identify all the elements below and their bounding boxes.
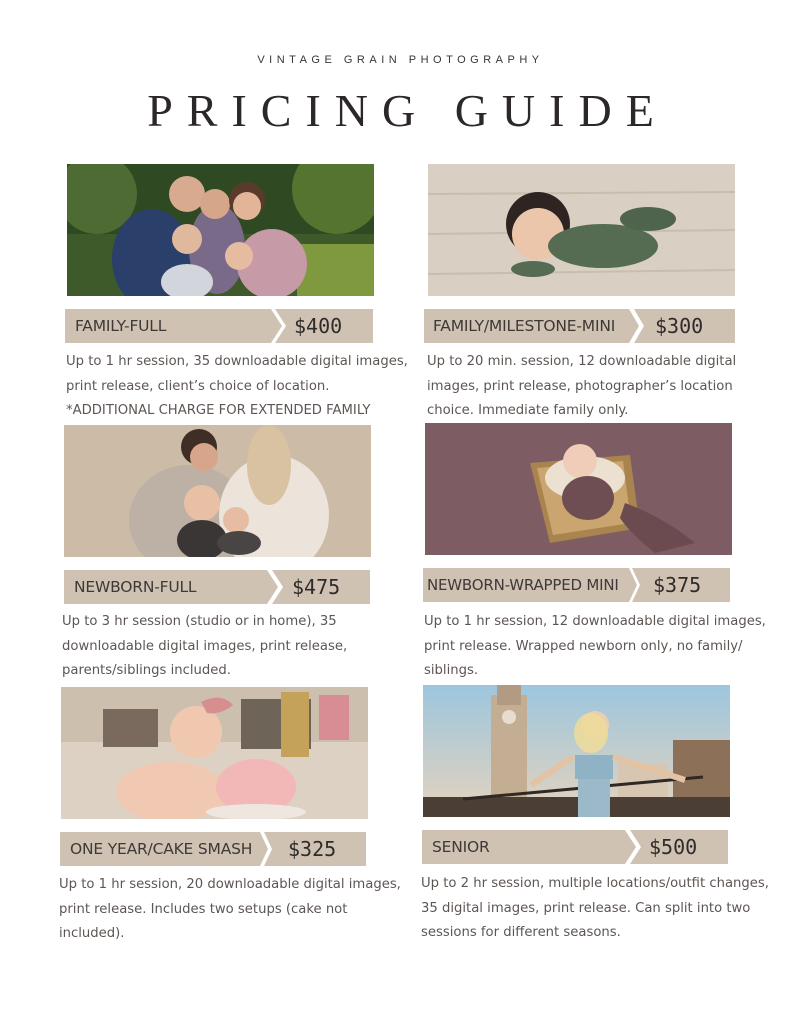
description-line: images, print release, photographer’s location — [427, 378, 733, 394]
package-label-bar — [65, 309, 375, 343]
description-line: Up to 3 hr session (studio or in home), 35 — [62, 614, 337, 629]
description-line: sessions for different seasons. — [421, 925, 621, 940]
package-label-bar — [60, 832, 367, 866]
package-description — [424, 610, 764, 684]
package-description — [421, 872, 769, 946]
package-label-bar — [424, 309, 736, 343]
description-line: 35 digital images, print release. Can split into two — [421, 900, 751, 916]
cake-smash-photo — [61, 687, 368, 819]
description-line: siblings. — [424, 663, 479, 678]
description-line: included). — [59, 926, 125, 941]
package-price: $400 — [294, 314, 343, 338]
description-line: parents/siblings included. — [62, 663, 231, 678]
package-label-bar — [422, 830, 729, 864]
description-line: print release. Wrapped newborn only, no family/ — [424, 638, 743, 654]
description-line: Up to 1 hr session, 12 downloadable digital images, — [424, 614, 766, 629]
baby-milestone-photo — [428, 164, 735, 296]
description-line: downloadable digital images, print release, — [62, 638, 348, 654]
package-price: $325 — [288, 837, 337, 861]
newborn-family-photo — [64, 425, 371, 557]
description-line: Up to 1 hr session, 20 downloadable digital images, — [59, 877, 401, 892]
package-label-bar — [423, 568, 731, 602]
wrapped-newborn-photo — [425, 423, 732, 555]
package-price: $500 — [649, 835, 698, 859]
package-name: SENIOR — [432, 838, 490, 856]
package-price: $375 — [653, 573, 702, 597]
family-portrait-photo — [67, 164, 374, 296]
package-price: $475 — [292, 575, 341, 599]
package-name: NEWBORN-WRAPPED MINI — [427, 576, 619, 594]
description-line: print release. Includes two setups (cake not — [59, 901, 348, 917]
page-title: PRICING GUIDE — [147, 85, 668, 136]
description-line: Up to 1 hr session, 35 downloadable digital images, — [66, 354, 408, 369]
package-name: FAMILY/MILESTONE-MINI — [433, 317, 616, 335]
description-line: Up to 20 min. session, 12 downloadable digital — [427, 354, 737, 369]
package-description — [62, 610, 402, 684]
package-label-bar — [64, 570, 371, 604]
package-description — [427, 350, 767, 424]
description-line: print release, client’s choice of location. — [66, 378, 330, 394]
description-line: *ADDITIONAL CHARGE FOR EXTENDED FAMILY — [66, 403, 371, 418]
package-name: NEWBORN-FULL — [74, 578, 197, 596]
senior-portrait-photo — [423, 685, 730, 817]
package-name: FAMILY-FULL — [75, 317, 167, 335]
package-description — [66, 350, 406, 424]
brand-name: VINTAGE GRAIN PHOTOGRAPHY — [257, 54, 544, 66]
description-line: Up to 2 hr session, multiple locations/outfit changes, — [421, 876, 769, 891]
package-description — [59, 873, 399, 947]
package-price: $300 — [655, 314, 704, 338]
package-name: ONE YEAR/CAKE SMASH — [70, 840, 253, 858]
description-line: choice. Immediate family only. — [427, 403, 629, 418]
